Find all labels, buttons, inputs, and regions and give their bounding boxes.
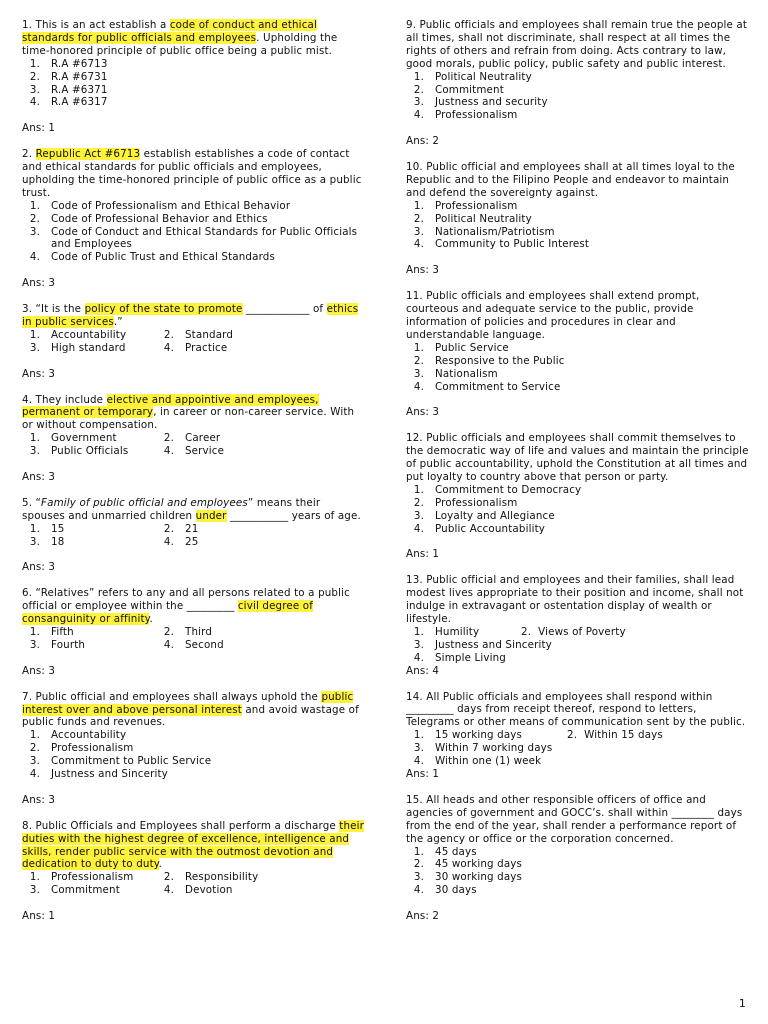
question-text-segment: ____________ of bbox=[242, 303, 327, 316]
option-number: 2. bbox=[29, 742, 40, 755]
option-label: Fifth bbox=[51, 625, 74, 638]
answer-options bbox=[406, 484, 750, 536]
option-label: Political Neutrality bbox=[435, 212, 532, 225]
answer-option bbox=[22, 884, 156, 897]
option-number: 3. bbox=[29, 445, 40, 458]
option-number: 2. bbox=[413, 496, 424, 509]
option-number: 3. bbox=[29, 83, 40, 96]
option-label: Service bbox=[185, 445, 225, 458]
question-text bbox=[22, 691, 366, 730]
option-label: Standard bbox=[185, 328, 234, 341]
question-text-segment: 7. Public official and employees shall always uphold the bbox=[22, 690, 322, 703]
answer-options bbox=[22, 871, 366, 897]
question-block bbox=[406, 432, 750, 561]
answer-option bbox=[156, 536, 316, 549]
answer-options bbox=[406, 626, 750, 665]
question-text bbox=[22, 587, 366, 626]
question-text-segment: .” bbox=[113, 316, 123, 328]
question-block bbox=[406, 161, 750, 277]
option-number: 4. bbox=[29, 768, 40, 781]
question-block bbox=[22, 820, 366, 923]
option-label: Commitment bbox=[51, 884, 120, 897]
question-text bbox=[406, 574, 750, 626]
answer-option bbox=[156, 432, 316, 445]
answer-option bbox=[22, 84, 366, 97]
answer-option bbox=[406, 858, 750, 871]
answer-option bbox=[406, 96, 750, 109]
question-block bbox=[22, 497, 366, 574]
option-number: 3. bbox=[413, 96, 424, 109]
answer-option bbox=[22, 755, 366, 768]
answer-option bbox=[22, 58, 366, 71]
question-text-segment: 9. Public officials and employees shall remain true the people at all times, shall not discriminate, shall respect at all times the rights of others and refrain from doing. Acts contrary to law, good morals, public policy, public safety and public interest. bbox=[406, 19, 748, 70]
highlighted-text: under bbox=[195, 509, 227, 522]
answer-option bbox=[22, 329, 156, 342]
option-number: 1. bbox=[29, 199, 40, 212]
answer-option bbox=[22, 445, 156, 458]
question-block bbox=[22, 148, 366, 290]
answer-option bbox=[406, 213, 750, 226]
option-label: Commitment bbox=[435, 83, 504, 96]
question-block bbox=[22, 303, 366, 380]
question-block bbox=[406, 574, 750, 677]
option-number: 3. bbox=[413, 225, 424, 238]
option-number: 2. bbox=[163, 625, 174, 638]
option-label: Professionalism bbox=[51, 742, 134, 755]
question-text bbox=[22, 19, 366, 58]
option-label: 18 bbox=[51, 535, 65, 548]
option-label: Code of Professionalism and Ethical Behavior bbox=[51, 199, 291, 212]
answer-option bbox=[406, 884, 750, 897]
answer-options bbox=[22, 329, 366, 355]
question-text bbox=[406, 691, 750, 730]
answer-option bbox=[156, 342, 316, 355]
question-text-segment: 12. Public officials and employees shall commit themselves to the democratic way of life and values and maintain the principle of public accountability, uphold the Constitution at all times and put loyalty to country above that person or party. bbox=[406, 432, 749, 483]
answer-option bbox=[22, 213, 366, 226]
answer-option bbox=[22, 200, 366, 213]
option-label: Professionalism bbox=[51, 871, 134, 884]
answer-option bbox=[156, 639, 316, 652]
answer-option bbox=[22, 742, 366, 755]
question-text-segment: 8. Public Officials and Employees shall perform a discharge bbox=[22, 819, 340, 832]
option-number: 1. bbox=[29, 432, 40, 445]
highlighted-text: civil degree of consanguinity or affinity bbox=[22, 600, 314, 626]
option-number: 3. bbox=[29, 341, 40, 354]
answer-key: Ans: 4 bbox=[406, 664, 440, 677]
option-number: 4. bbox=[413, 522, 424, 535]
answer-options bbox=[22, 523, 366, 549]
option-label: Commitment to Democracy bbox=[435, 483, 582, 496]
answer-option bbox=[406, 355, 750, 368]
option-number: 4. bbox=[163, 535, 174, 548]
option-number: 4. bbox=[163, 341, 174, 354]
option-number: 4. bbox=[163, 884, 174, 897]
answer-option bbox=[406, 200, 750, 213]
option-number: 3. bbox=[413, 509, 424, 522]
option-label: Public Accountability bbox=[435, 522, 546, 535]
answer-key: Ans: 3 bbox=[22, 277, 56, 290]
option-label: Commitment to Service bbox=[435, 380, 561, 393]
option-number: 1. bbox=[413, 729, 424, 742]
answer-options bbox=[406, 729, 750, 768]
answer-option bbox=[406, 871, 750, 884]
option-number: 4. bbox=[413, 755, 424, 768]
highlighted-text: ethics in public services bbox=[22, 303, 359, 328]
answer-option bbox=[156, 626, 316, 639]
option-label: Accountability bbox=[51, 328, 127, 341]
option-number: 1. bbox=[413, 199, 424, 212]
option-label: Within one (1) week bbox=[435, 755, 542, 768]
answer-key: Ans: 2 bbox=[406, 135, 440, 148]
answer-key: Ans: 1 bbox=[406, 548, 440, 561]
answer-options bbox=[22, 200, 366, 265]
option-label: Accountability bbox=[51, 729, 127, 742]
answer-option bbox=[406, 484, 750, 497]
option-number: 1. bbox=[413, 625, 424, 638]
answer-key: Ans: 3 bbox=[22, 793, 56, 806]
option-label: 45 working days bbox=[435, 858, 523, 871]
option-label: High standard bbox=[51, 341, 126, 354]
question-text-segment: , in career or non-career service. With or without compensation. bbox=[22, 406, 355, 432]
answer-option bbox=[406, 497, 750, 510]
option-label: Loyalty and Allegiance bbox=[435, 509, 555, 522]
option-number: 3. bbox=[413, 742, 424, 755]
option-label: Responsive to the Public bbox=[435, 354, 565, 367]
question-block bbox=[406, 794, 750, 923]
answer-option bbox=[22, 251, 366, 264]
option-label: R.A #6713 bbox=[51, 57, 108, 70]
option-number: 4. bbox=[29, 96, 40, 109]
answer-option bbox=[22, 96, 366, 109]
option-label: Third bbox=[185, 625, 213, 638]
answer-option bbox=[22, 71, 366, 84]
option-label: Political Neutrality bbox=[435, 70, 532, 83]
option-number: 1. bbox=[413, 845, 424, 858]
question-text bbox=[406, 290, 750, 342]
question-text-segment: 14. All Public officials and employees shall respond within _________ days from receipt thereof, respond to letters, Telegrams or other means of communication sent by the public. bbox=[406, 690, 746, 729]
option-number: 4. bbox=[163, 638, 174, 651]
answer-key: Ans: 3 bbox=[406, 264, 440, 277]
option-number: 4. bbox=[413, 109, 424, 122]
answer-option bbox=[22, 729, 366, 742]
option-number: 3. bbox=[413, 638, 424, 651]
answer-option bbox=[22, 226, 366, 252]
answer-key: Ans: 1 bbox=[22, 122, 56, 135]
answer-key: Ans: 3 bbox=[22, 664, 56, 677]
question-text-segment: establish establishes a code of contact and ethical standards for public officials and employees, upholding the time-honored principle of public office as a public trust. bbox=[22, 148, 362, 199]
option-number: 3. bbox=[29, 225, 40, 238]
question-text-segment: ” means their spouses and unmarried children bbox=[22, 496, 321, 522]
answer-option bbox=[406, 639, 750, 652]
option-number: 3. bbox=[413, 367, 424, 380]
option-label: 21 bbox=[185, 522, 199, 535]
answer-option bbox=[22, 871, 156, 884]
answer-options bbox=[22, 432, 366, 458]
option-label: Responsibility bbox=[185, 871, 259, 884]
option-label: Devotion bbox=[185, 884, 233, 897]
option-number: 3. bbox=[29, 884, 40, 897]
option-number: 2. bbox=[29, 70, 40, 83]
question-text-segment: ___________ years of age. bbox=[226, 509, 361, 522]
option-label: 25 bbox=[185, 535, 199, 548]
question-block bbox=[22, 394, 366, 484]
answer-option bbox=[22, 342, 156, 355]
option-number: 3. bbox=[29, 638, 40, 651]
option-label: 30 working days bbox=[435, 871, 523, 884]
highlighted-text: policy of the state to promote bbox=[84, 303, 243, 316]
option-label: Justness and Sincerity bbox=[51, 768, 168, 781]
answer-option bbox=[156, 445, 316, 458]
option-number: 1. bbox=[29, 328, 40, 341]
option-label: 15 working days bbox=[435, 729, 523, 742]
option-number: 4. bbox=[413, 651, 424, 664]
question-text-segment: 11. Public officials and employees shall extend prompt, courteous and adequate service to the public, provide information of policies and procedures in clear and understandable language. bbox=[406, 290, 700, 341]
page-number: 1 bbox=[738, 997, 746, 1010]
option-label: R.A #6317 bbox=[51, 96, 108, 109]
option-label: 45 days bbox=[435, 845, 477, 858]
answer-option bbox=[406, 626, 750, 639]
answer-options bbox=[22, 626, 366, 652]
answer-options bbox=[406, 200, 750, 252]
answer-option bbox=[406, 742, 750, 755]
answer-option bbox=[406, 652, 750, 665]
answer-key: Ans: 1 bbox=[406, 767, 440, 780]
answer-option bbox=[156, 871, 316, 884]
option-label: Humility bbox=[435, 625, 480, 638]
question-text bbox=[22, 148, 366, 200]
question-text bbox=[22, 497, 366, 523]
answer-option bbox=[406, 226, 750, 239]
option-number: 4. bbox=[413, 884, 424, 897]
answer-option bbox=[406, 342, 750, 355]
option-label: 15 bbox=[51, 522, 65, 535]
question-block bbox=[22, 691, 366, 807]
answer-option bbox=[22, 432, 156, 445]
answer-option bbox=[156, 523, 316, 536]
option-label: Public Service bbox=[435, 341, 509, 354]
option-label: Practice bbox=[185, 341, 228, 354]
option-number: 1. bbox=[413, 341, 424, 354]
answer-option bbox=[406, 109, 750, 122]
option-label: Public Officials bbox=[51, 445, 129, 458]
option-label: 30 days bbox=[435, 884, 477, 897]
option-label: Community to Public Interest bbox=[435, 238, 590, 251]
option-label: Fourth bbox=[51, 638, 86, 651]
answer-option bbox=[406, 510, 750, 523]
option-label: Professionalism bbox=[435, 199, 518, 212]
question-text bbox=[22, 303, 366, 329]
option-label: Within 15 days bbox=[584, 729, 663, 742]
question-text-segment: . Upholding the time-honored principle of public office being a public mist. bbox=[22, 31, 338, 57]
option-label: Commitment to Public Service bbox=[51, 755, 212, 768]
option-label: Professionalism bbox=[435, 109, 518, 122]
answer-options bbox=[22, 729, 366, 781]
option-label: Code of Professional Behavior and Ethics bbox=[51, 212, 268, 225]
option-number: 3. bbox=[413, 871, 424, 884]
question-text-segment: . bbox=[158, 858, 162, 871]
option-label: Government bbox=[51, 432, 117, 445]
highlighted-text: their duties with the highest degree of excellence, intelligence and skills, render public service with the outmost devotion and dedication to duty to duty bbox=[22, 819, 365, 871]
highlighted-text: code of conduct and ethical standards for public officials and employees bbox=[22, 19, 317, 44]
option-number: 4. bbox=[163, 445, 174, 458]
option-number: 2. bbox=[163, 871, 174, 884]
answer-option bbox=[406, 368, 750, 381]
question-text-segment: 1. This is an act establish a bbox=[22, 19, 170, 31]
question-text bbox=[406, 794, 750, 846]
option-label: Professionalism bbox=[435, 496, 518, 509]
option-label: Within 7 working days bbox=[435, 742, 553, 755]
option-number: 2. bbox=[413, 83, 424, 96]
option-label: Code of Conduct and Ethical Standards for Public Officials and Employees bbox=[51, 225, 358, 251]
option-label: Nationalism bbox=[435, 367, 498, 380]
answer-key: Ans: 3 bbox=[22, 367, 56, 380]
option-number: 1. bbox=[413, 483, 424, 496]
question-block bbox=[406, 19, 750, 148]
answer-options bbox=[22, 58, 366, 110]
question-block bbox=[22, 19, 366, 135]
question-text-segment: 10. Public official and employees shall at all times loyal to the Republic and to the Filipino People and endeavor to maintain and defend the sovereignty against. bbox=[406, 161, 735, 199]
option-number: 2. bbox=[163, 522, 174, 535]
highlighted-text: elective and appointive and employees, permanent or temporary bbox=[22, 393, 319, 419]
option-number: 2. bbox=[413, 858, 424, 871]
option-label: Justness and Sincerity bbox=[435, 638, 552, 651]
option-number: 1. bbox=[29, 625, 40, 638]
option-number: 2. bbox=[413, 354, 424, 367]
question-text bbox=[406, 432, 750, 484]
answer-option bbox=[406, 523, 750, 536]
option-number: 3. bbox=[29, 535, 40, 548]
answer-option bbox=[156, 329, 316, 342]
answer-option bbox=[406, 84, 750, 97]
left-column bbox=[22, 19, 366, 936]
question-text bbox=[22, 820, 366, 872]
option-label: Views of Poverty bbox=[538, 625, 626, 638]
option-number: 1. bbox=[29, 57, 40, 70]
answer-option bbox=[156, 884, 316, 897]
option-number: 3. bbox=[29, 755, 40, 768]
answer-option bbox=[22, 768, 366, 781]
answer-key: Ans: 3 bbox=[22, 470, 56, 483]
answer-option bbox=[22, 536, 156, 549]
answer-option bbox=[406, 71, 750, 84]
answer-option bbox=[22, 523, 156, 536]
option-number: 2. bbox=[29, 212, 40, 225]
option-label: R.A #6371 bbox=[51, 83, 108, 96]
option-number: 2. bbox=[413, 212, 424, 225]
option-number: 1. bbox=[29, 522, 40, 535]
question-text-segment: 2. bbox=[22, 148, 36, 161]
option-label: Justness and security bbox=[435, 96, 548, 109]
answer-option bbox=[406, 729, 750, 742]
question-block bbox=[406, 290, 750, 419]
question-text-segment: 5. “ bbox=[22, 496, 42, 509]
answer-key: Ans: 1 bbox=[22, 910, 56, 923]
italic-term: Family of public official and employees bbox=[41, 496, 248, 509]
option-number: 2. bbox=[163, 432, 174, 445]
answer-options bbox=[406, 342, 750, 394]
question-block bbox=[22, 587, 366, 677]
question-text-segment: 3. “It is the bbox=[22, 303, 85, 316]
option-label: R.A #6731 bbox=[51, 70, 108, 83]
highlighted-text: public interest over and above personal interest bbox=[22, 690, 354, 716]
answer-key: Ans: 2 bbox=[406, 910, 440, 923]
right-column bbox=[406, 19, 750, 936]
option-number: 2. bbox=[567, 729, 578, 742]
question-text-segment: 6. “Relatives” refers to any and all persons related to a public official or employee within the _________ bbox=[22, 587, 350, 613]
question-text-segment: 15. All heads and other responsible officers of office and agencies of government and GOCC’s. shall within ________ days from the end of the year, shall render a performance report of the agency or office or the corporation concerned. bbox=[406, 793, 743, 845]
question-text-segment: . bbox=[149, 613, 153, 626]
answer-option bbox=[22, 626, 156, 639]
question-text-segment: 13. Public official and employees and their families, shall lead modest lives appropriate to their position and income, shall not indulge in extravagant or ostentation display of wealth or lifestyle. bbox=[406, 574, 744, 625]
option-number: 2. bbox=[521, 625, 532, 638]
option-number: 1. bbox=[29, 729, 40, 742]
option-label: Code of Public Trust and Ethical Standards bbox=[51, 251, 275, 264]
question-text-segment: 4. They include bbox=[22, 393, 107, 406]
answer-option bbox=[406, 238, 750, 251]
answer-options bbox=[406, 71, 750, 123]
option-label: Simple Living bbox=[435, 651, 506, 664]
option-number: 1. bbox=[413, 70, 424, 83]
answer-option bbox=[406, 755, 750, 768]
option-number: 2. bbox=[163, 328, 174, 341]
option-label: Career bbox=[185, 432, 221, 445]
answer-option bbox=[406, 846, 750, 859]
answer-key: Ans: 3 bbox=[406, 406, 440, 419]
option-number: 4. bbox=[413, 238, 424, 251]
question-text bbox=[22, 394, 366, 433]
option-number: 4. bbox=[29, 251, 40, 264]
option-number: 1. bbox=[29, 871, 40, 884]
option-label: Nationalism/Patriotism bbox=[435, 225, 555, 238]
question-text bbox=[406, 161, 750, 200]
answer-options bbox=[406, 846, 750, 898]
option-number: 4. bbox=[413, 380, 424, 393]
answer-key: Ans: 3 bbox=[22, 561, 56, 574]
option-label: Second bbox=[185, 638, 224, 651]
answer-option bbox=[22, 639, 156, 652]
answer-option bbox=[406, 381, 750, 394]
question-text-segment: and avoid wastage of public funds and revenues. bbox=[22, 703, 359, 729]
question-text bbox=[406, 19, 750, 71]
question-block bbox=[406, 691, 750, 781]
highlighted-text: Republic Act #6713 bbox=[35, 148, 141, 161]
